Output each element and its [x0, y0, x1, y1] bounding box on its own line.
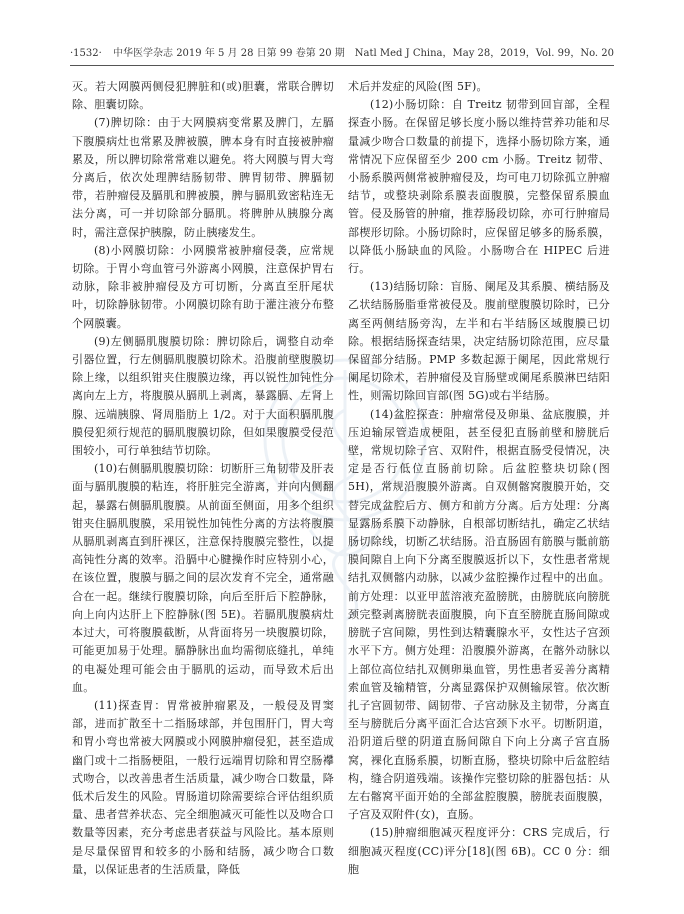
paragraph-small-bowel-resection: (12)小肠切除：自 Treitz 韧带到回盲部，全程探查小肠。在保留足够长度小肠以维持营养功能和尽量减少吻合口数量的前提下，选择小肠切除方案，通常情况下应保留至少 200 cm 小肠。Treitz 韧带、小肠系膜两侧常被肿瘤侵及，均可电刀切除孤立肿瘤结节，或整块剥除系膜表面腹膜，完整保留系膜血管。侵及肠管的肿瘤，推荐肠段切除，亦可行肿瘤局部楔形切除。小肠切除时，应保留足够多的肠系膜，以降低小肠缺血的风险。小肠吻合在 HIPEC 后进行。	[348, 98, 610, 276]
paragraph-stomach-exploration: (11)探查胃：胃常被肿瘤累及，一般侵及胃窦部，进而扩散至十二指肠球部，并包围肝门，胃大弯和胃小弯也常被大网膜或小网膜肿瘤侵犯，甚至造成幽门或十二指肠梗阻，一般行远端胃切除和胃空肠襻式吻合，以改善患者生活质量，减少吻合口数量，降低术后发生的风险。胃肠道切除需要综合评估组织质量、患者营养状态、完全细胞减灭可能性以及吻合口数量等因素，充分考虑患者获益与风险比。基本原则是尽量保留胃和较多的小肠和结肠，减少吻合口数量，以保证患者的生活质量，降低	[72, 698, 334, 876]
paragraph-pelvic-exploration: (14)盆腔探查：肿瘤常侵及卵巢、盆底腹膜，并压迫输尿管造成梗阻，甚至侵犯直肠前壁和膀胱后壁，常规切除子宫、双附件，根据直肠受侵情况，决定是否行低位直肠前切除。后盆腔整块切除(图 5H)，常规沿腹膜外游离。自双侧髂窝腹膜开始，交替完成盆腔后方、侧方和前方分离。后方处理：分离显露肠系膜下动静脉，自根部切断结扎，确定乙状结肠切除线，切断乙状结肠。沿直肠固有筋膜与骶前筋膜间隙自上向下分离至腹膜返折以下，女性患者常规结扎双侧髂内动脉，以减少盆腔操作过程中的出血。前方处理：以亚甲蓝溶液充盈膀胱，由膀胱底向膀胱颈完整剥离膀胱表面腹膜，向下直至膀胱直肠间隙或膀胱子宫间隙，男性到达精囊腺水平，女性达子宫颈水平下方。侧方处理：沿腹膜外游离，在髂外动脉以上部位高位结扎双侧卵巢血管，男性患者妥善分离精索血管及输精管，分离显露保护双侧输尿管。依次断扎子宫圆韧带、阔韧带、子宫动脉及主韧带，分离直至与膀胱后分离平面汇合达宫颈下水平。切断阴道，沿阴道后壁的阴道直肠间隙自下向上分离子宫直肠窝，裸化直肠系膜，切断直肠，整块切除中后盆腔结构，缝合阴道残端。该操作完整切除的脏器包括：从左右髂窝平面开始的全部盆腔腹膜，膀胱表面腹膜，子宫及双附件(女)，直肠。	[348, 407, 610, 822]
paragraph-splenectomy: (7)脾切除：由于大网膜病变常累及脾门，左膈下腹膜病灶也常累及脾被膜，脾本身有时直接被肿瘤累及，所以脾切除常常难以避免。将大网膜与胃大弯分离后，依次处理脾结肠韧带、脾胃韧带、脾膈韧带，若肿瘤侵及膈肌和脾被膜，脾与膈肌致密粘连无法分离，可一并切除部分膈肌。将脾肿从胰腺分离时，需注意保护胰腺，防止胰瘘发生。	[72, 116, 334, 239]
header-rule	[70, 65, 614, 66]
paragraph-complication-continuation: 术后并发症的风险(图 5F)。	[348, 80, 488, 93]
right-column	[348, 78, 610, 879]
paragraph-lesser-omentectomy: (8)小网膜切除：小网膜常被肿瘤侵袭，应常规切除。于胃小弯血管弓外游离小网膜，注意保护胃右动脉，除非被肿瘤侵及方可切断，分离直至肝尾状叶，切除静脉韧带。小网膜切除有助于灌注液分布整个网膜囊。	[72, 243, 334, 330]
paragraph-left-diaphragm-peritonectomy: (9)左侧膈肌腹膜切除：脾切除后，调整自动牵引器位置，行左侧膈肌腹膜切除术。沿腹前壁腹膜切除上缘，以组织钳夹住腹膜边缘，再以锐性加钝性分离向左上方，将腹膜从膈肌上剥离，暴露膈、左肾上腺、远端胰腺、肾周脂肪上 1/2。对于大面积膈肌腹膜侵犯须行规范的膈肌腹膜切除，但如果腹膜受侵范围较小，可行单独结节切除。	[72, 334, 334, 458]
left-column	[72, 78, 334, 879]
page-number: ·1532·	[70, 48, 102, 59]
paragraph-cytoreduction-score: (15)肿瘤细胞减灭程度评分：CRS 完成后，行细胞减灭程度(CC)评分[18](图 6B)。CC 0 分：细胞	[348, 826, 610, 876]
running-header	[70, 46, 614, 62]
paragraph-colectomy: (13)结肠切除：盲肠、阑尾及其系膜、横结肠及乙状结肠肠脂垂常被侵及。腹前壁腹膜切除时，已分离至两侧结肠旁沟，左半和右半结肠区域腹膜已切除。根据结肠探查结果，决定结肠切除范围，应尽量保留部分结肠。PMP 多数起源于阑尾，因此常规行阑尾切除术，若肿瘤侵及盲肠壁或阑尾系膜淋巴结阳性，则需切除回盲部(图 5G)或右半结肠。	[348, 280, 610, 403]
paragraph-right-diaphragm-peritonectomy: (10)右侧膈肌腹膜切除：切断肝三角韧带及肝表面与膈肌腹膜的粘连，将肝脏完全游离，并向内侧翻起，暴露右侧膈肌腹膜。从前面至侧面，用多个组织钳夹住膈肌腹膜，采用锐性加钝性分离的方法将腹膜从膈肌剥离直到肝裸区，注意保持腹膜完整性，以提高钝性分离的效率。沿膈中心腱操作时应特别小心，在该位置，腹膜与膈之间的层次发育不完全，通常融合在一起。继续行腹膜切除，向后至肝后下腔静脉，向上向内达肝上下腔静脉(图 5E)。若膈肌腹膜病灶本过大，可将腹膜截断，从背面将另一块腹膜切除，可能更加易于处理。膈静脉出血均需彻底缝扎，单纯的电凝处理可能会由于膈肌的运动，而导致术后出血。	[72, 462, 334, 694]
journal-citation: 中华医学杂志 2019 年 5 月 28 日第 99 卷第 20 期 Natl Med J China，May 28，2019，Vol. 99，No. 20	[113, 48, 614, 59]
paragraph-spleen-continuation: 灭。若大网膜两侧侵犯脾脏和(或)胆囊，常联合脾切除、胆囊切除。	[72, 80, 334, 112]
